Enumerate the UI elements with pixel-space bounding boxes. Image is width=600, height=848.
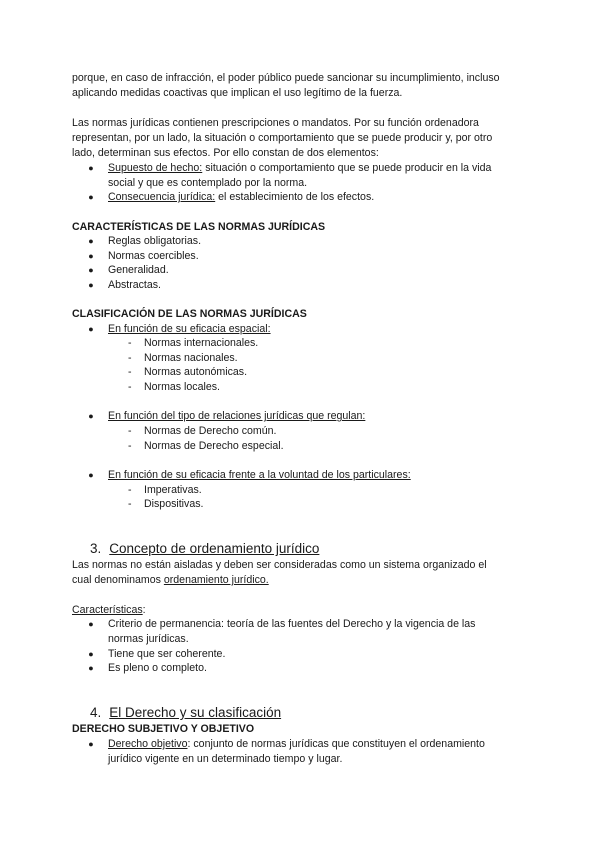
list-item-term: Consecuencia jurídica: bbox=[108, 191, 216, 203]
dash-marker: - bbox=[128, 498, 132, 510]
sub-list-item: Normas internacionales. bbox=[144, 337, 259, 349]
list-item-text: situación o comportamiento que se puede producir en la vida bbox=[202, 162, 492, 174]
subsection-label bbox=[72, 603, 146, 617]
paragraph-line: aplicando medidas coactivas que implican el uso legítimo de la fuerza. bbox=[72, 87, 403, 99]
list-item bbox=[108, 190, 374, 204]
section-heading: CLASIFICACIÓN DE LAS NORMAS JURÍDICAS bbox=[72, 308, 307, 320]
list-item: Criterio de permanencia: teoría de las fuentes del Derecho y la vigencia de las bbox=[108, 618, 476, 630]
bullet-icon: ● bbox=[88, 192, 94, 202]
list-item: Generalidad. bbox=[108, 264, 169, 276]
section-number: 3. bbox=[90, 541, 102, 556]
list-item-continuation: jurídico vigente en un determinado tiempo y lugar. bbox=[108, 753, 343, 765]
sub-list-item: Dispositivas. bbox=[144, 498, 204, 510]
paragraph-text: cual denominamos bbox=[72, 574, 164, 586]
paragraph-line: Las normas jurídicas contienen prescripciones o mandatos. Por su función ordenadora bbox=[72, 117, 479, 129]
section-heading: CARACTERÍSTICAS DE LAS NORMAS JURÍDICAS bbox=[72, 221, 326, 233]
paragraph-line bbox=[72, 573, 269, 587]
sub-list-item: Normas locales. bbox=[144, 381, 220, 393]
list-item-label: En función del tipo de relaciones jurídicas que regulan: bbox=[108, 410, 366, 422]
list-item: Es pleno o completo. bbox=[108, 662, 207, 674]
list-item-continuation: normas jurídicas. bbox=[108, 633, 189, 645]
bullet-icon: ● bbox=[88, 324, 94, 334]
paragraph-line: porque, en caso de infracción, el poder público puede sancionar su incumplimiento, incluso bbox=[72, 72, 500, 84]
bullet-icon: ● bbox=[88, 619, 94, 629]
dash-marker: - bbox=[128, 352, 132, 364]
list-item-term: Supuesto de hecho: bbox=[108, 162, 203, 174]
list-item: Normas coercibles. bbox=[108, 250, 199, 262]
list-item-label: En función de su eficacia espacial: bbox=[108, 323, 271, 335]
dash-marker: - bbox=[128, 381, 132, 393]
section-title-text: El Derecho y su clasificación bbox=[109, 705, 282, 720]
list-item bbox=[108, 161, 491, 175]
bullet-icon: ● bbox=[88, 265, 94, 275]
list-item-label: En función de su eficacia frente a la voluntad de los particulares: bbox=[108, 469, 411, 481]
dash-marker: - bbox=[128, 366, 132, 378]
subsection-label-colon: : bbox=[142, 604, 146, 616]
dash-marker: - bbox=[128, 337, 132, 349]
paragraph-line: lado, determinan sus efectos. Por ello constan de dos elementos: bbox=[72, 147, 379, 159]
bullet-icon: ● bbox=[88, 236, 94, 246]
paragraph-line: Las normas no están aisladas y deben ser consideradas como un sistema organizado el bbox=[72, 559, 487, 571]
dash-marker: - bbox=[128, 425, 132, 437]
defined-term: ordenamiento jurídico. bbox=[163, 574, 269, 586]
section-heading: DERECHO SUBJETIVO Y OBJETIVO bbox=[72, 723, 255, 735]
dash-marker: - bbox=[128, 484, 132, 496]
bullet-icon: ● bbox=[88, 163, 94, 173]
sub-list-item: Normas nacionales. bbox=[144, 352, 238, 364]
sub-list-item: Normas de Derecho especial. bbox=[144, 440, 284, 452]
dash-marker: - bbox=[128, 440, 132, 452]
section-title-text: Concepto de ordenamiento jurídico bbox=[109, 541, 320, 556]
list-item-text: el establecimiento de los efectos. bbox=[215, 191, 375, 203]
list-item bbox=[108, 737, 485, 751]
bullet-icon: ● bbox=[88, 649, 94, 659]
bullet-icon: ● bbox=[88, 663, 94, 673]
list-item: Reglas obligatorias. bbox=[108, 235, 202, 247]
list-item: Abstractas. bbox=[108, 279, 161, 291]
section-title bbox=[90, 540, 319, 558]
sub-list-item: Normas de Derecho común. bbox=[144, 425, 277, 437]
bullet-icon: ● bbox=[88, 739, 94, 749]
sub-list-item: Imperativas. bbox=[144, 484, 202, 496]
list-item: Tiene que ser coherente. bbox=[108, 648, 226, 660]
section-number: 4. bbox=[90, 705, 102, 720]
bullet-icon: ● bbox=[88, 411, 94, 421]
subsection-label-text: Características bbox=[72, 604, 143, 616]
bullet-icon: ● bbox=[88, 280, 94, 290]
section-title bbox=[90, 704, 281, 722]
list-item-continuation: social y que es contemplado por la norma. bbox=[108, 177, 308, 189]
bullet-icon: ● bbox=[88, 470, 94, 480]
list-item-text: : conjunto de normas jurídicas que constituyen el ordenamiento bbox=[187, 738, 485, 750]
paragraph-line: representan, por un lado, la situación o comportamiento que se puede producir y, por otro bbox=[72, 132, 493, 144]
bullet-icon: ● bbox=[88, 251, 94, 261]
list-item-term: Derecho objetivo bbox=[108, 738, 188, 750]
sub-list-item: Normas autonómicas. bbox=[144, 366, 248, 378]
